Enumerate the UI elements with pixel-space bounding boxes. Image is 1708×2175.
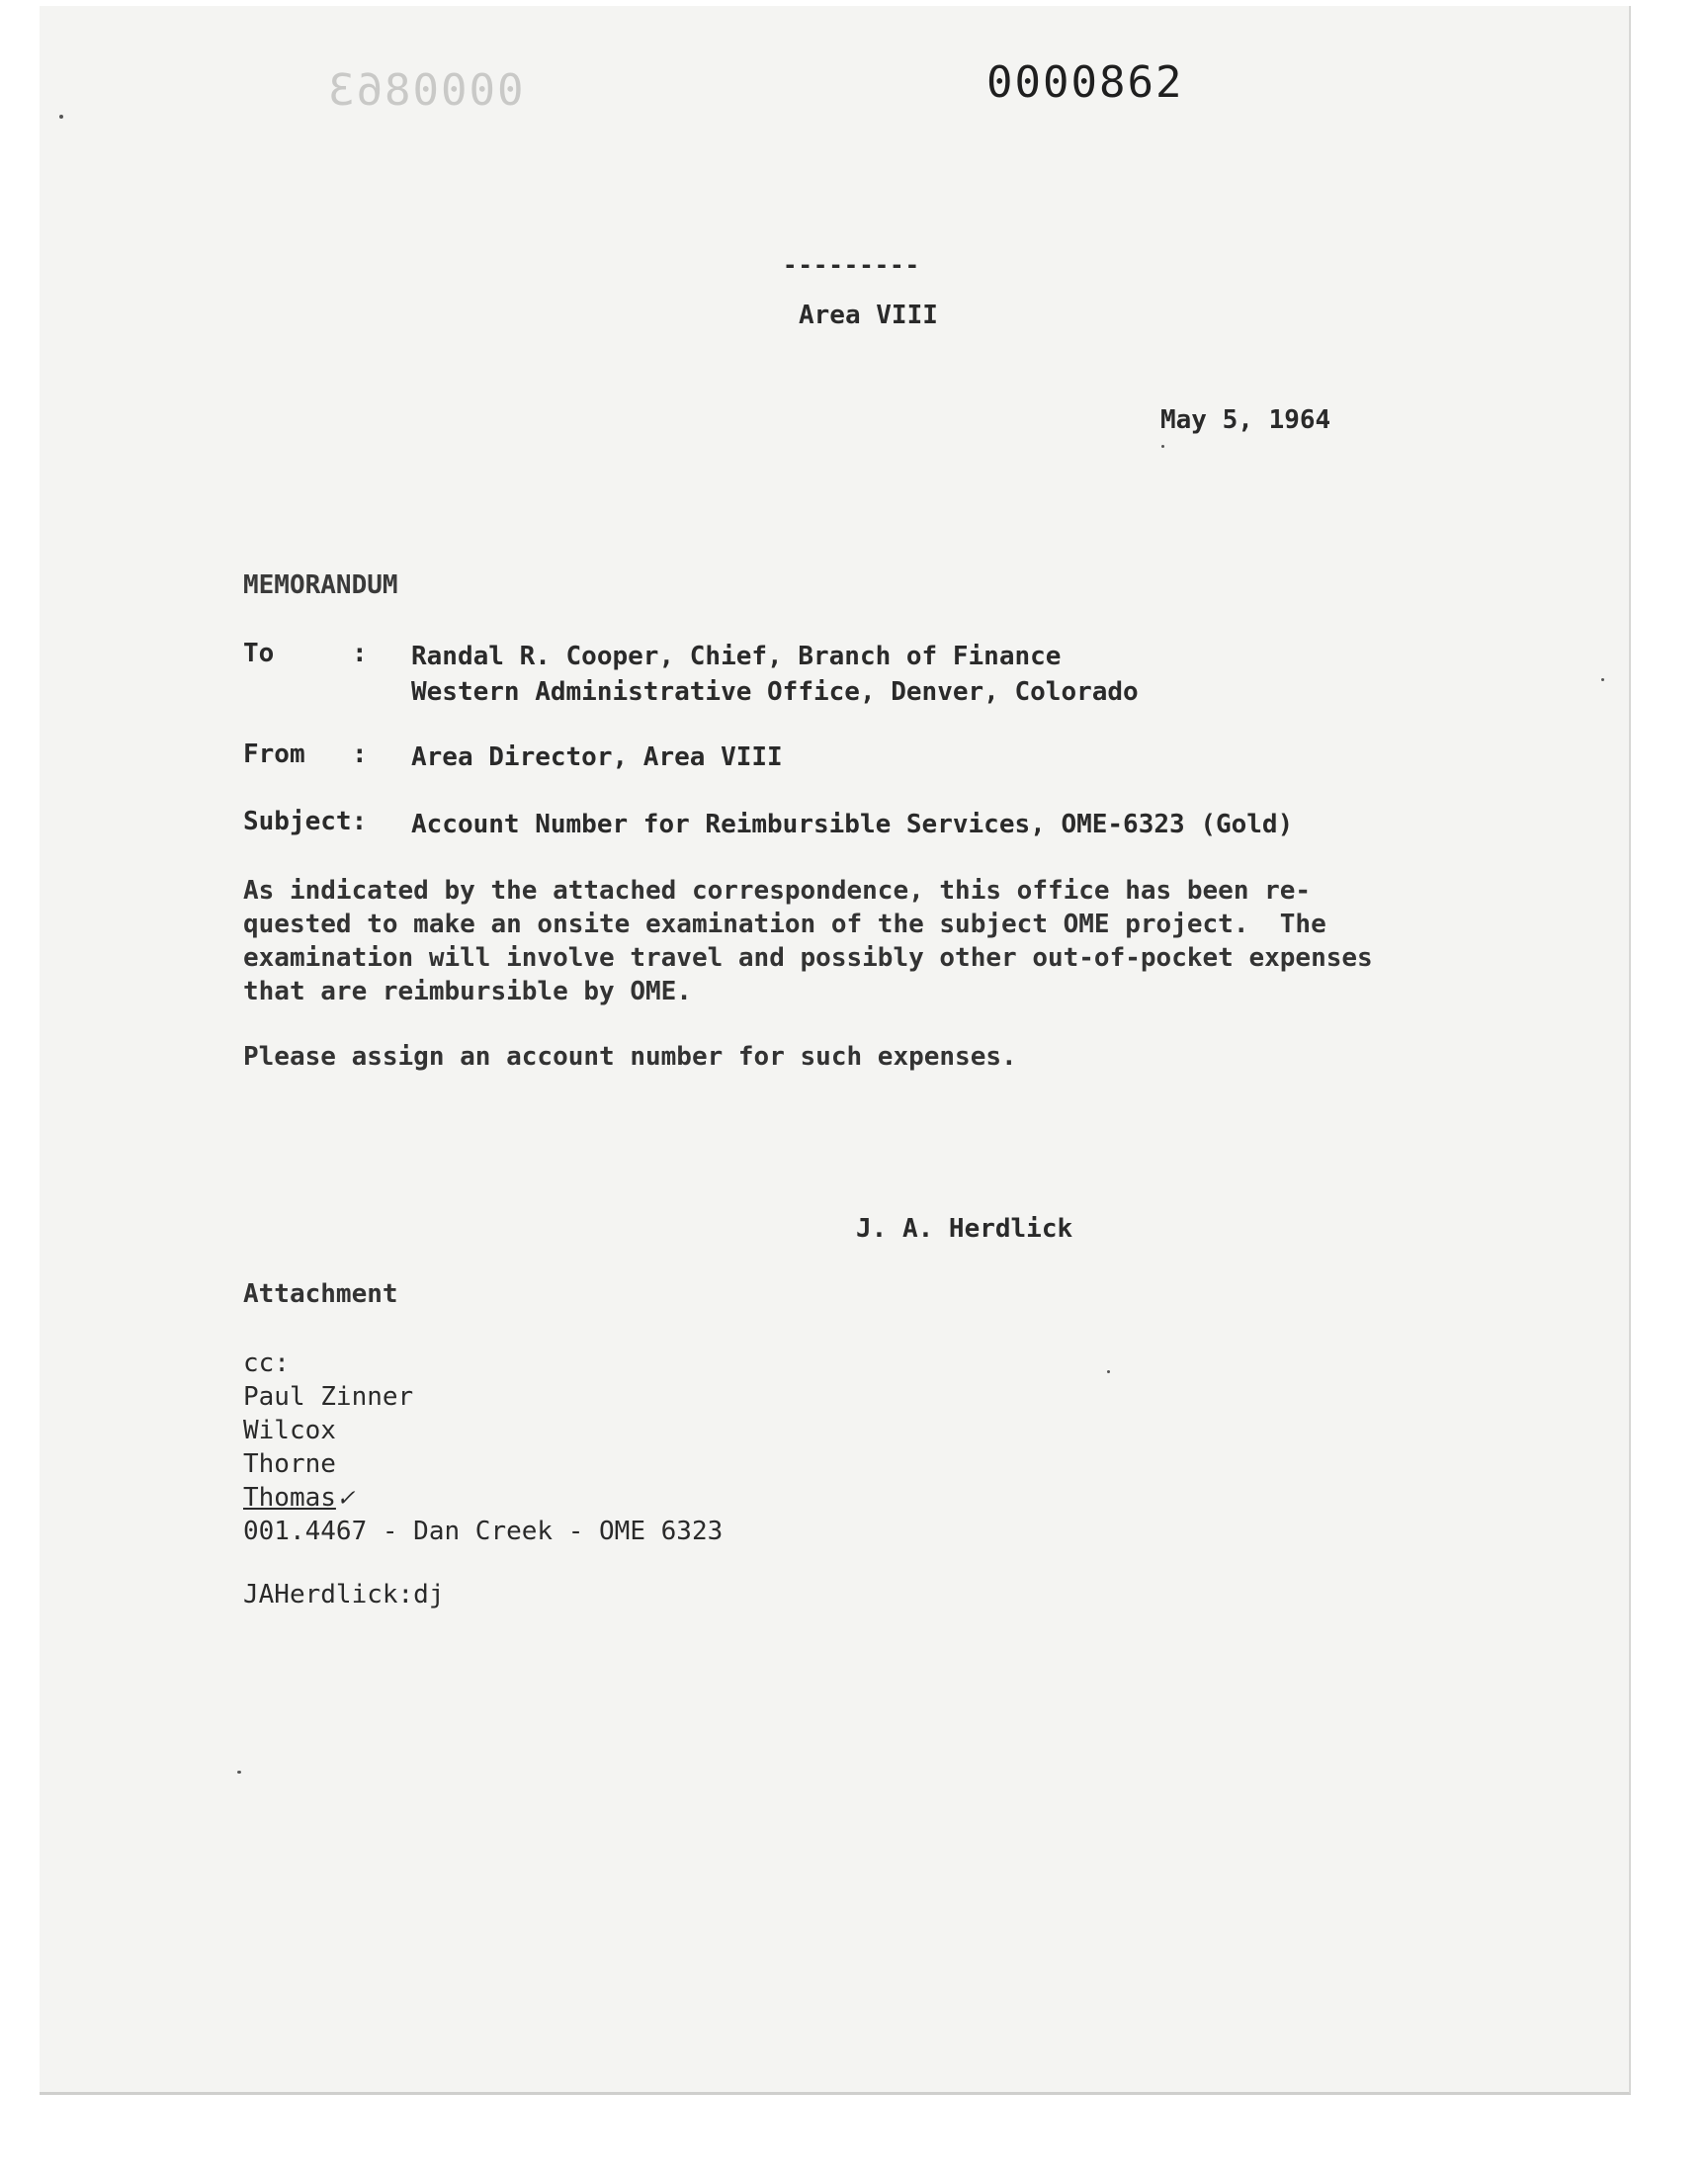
header-dashes: --------- <box>783 251 921 279</box>
from-separator: : <box>352 740 368 769</box>
to-line-2: Western Administrative Office, Denver, Colorado <box>411 677 1139 707</box>
cc-list <box>243 1347 723 1548</box>
scan-speck <box>1107 1370 1110 1373</box>
cc-file-reference: 001.4467 - Dan Creek - OME 6323 <box>243 1517 724 1546</box>
cc-name: Thorne <box>243 1449 336 1479</box>
cc-name: Thomas <box>243 1483 336 1513</box>
scan-speck <box>1601 678 1604 681</box>
scan-speck <box>237 1771 241 1774</box>
body-paragraph-1: As indicated by the attached correspondence, this office has been re- quested to make an onsite examination of the subject OME project. The examination will involve travel and possibly other out-of-pocket expenses that are reimbursible by OME. <box>243 876 1373 1006</box>
memo-title: MEMORANDUM <box>243 570 398 600</box>
to-separator: : <box>352 639 368 668</box>
cc-name: Wilcox <box>243 1416 336 1445</box>
check-mark-icon: ✓ <box>337 1483 354 1513</box>
stamp-number: 0000862 <box>986 57 1184 108</box>
from-label: From <box>243 740 305 769</box>
to-value <box>411 639 1139 710</box>
body-paragraph-2: Please assign an account number for such expenses. <box>243 1042 1017 1072</box>
cc-label: cc: <box>243 1348 290 1378</box>
scan-speck <box>59 115 63 119</box>
header-area: Area VIII <box>799 301 938 330</box>
memo-date: May 5, 1964 <box>1160 405 1331 435</box>
subject-value: Account Number for Reimbursible Services, OME-6323 (Gold) <box>411 810 1294 839</box>
typist-initials: JAHerdlick:dj <box>243 1580 445 1610</box>
subject-label: Subject: <box>243 807 368 836</box>
attachment-label: Attachment <box>243 1279 398 1309</box>
scan-speck <box>1161 445 1164 448</box>
to-line-1: Randal R. Cooper, Chief, Branch of Finance <box>411 642 1062 671</box>
to-label: To <box>243 639 275 668</box>
cc-name: Paul Zinner <box>243 1382 414 1412</box>
from-value: Area Director, Area VIII <box>411 742 783 772</box>
cc-name-thomas <box>243 1481 723 1515</box>
ghost-stamp-number: 0000863 <box>326 65 524 116</box>
signature-name: J. A. Herdlick <box>856 1214 1073 1244</box>
document-page <box>40 6 1631 2095</box>
